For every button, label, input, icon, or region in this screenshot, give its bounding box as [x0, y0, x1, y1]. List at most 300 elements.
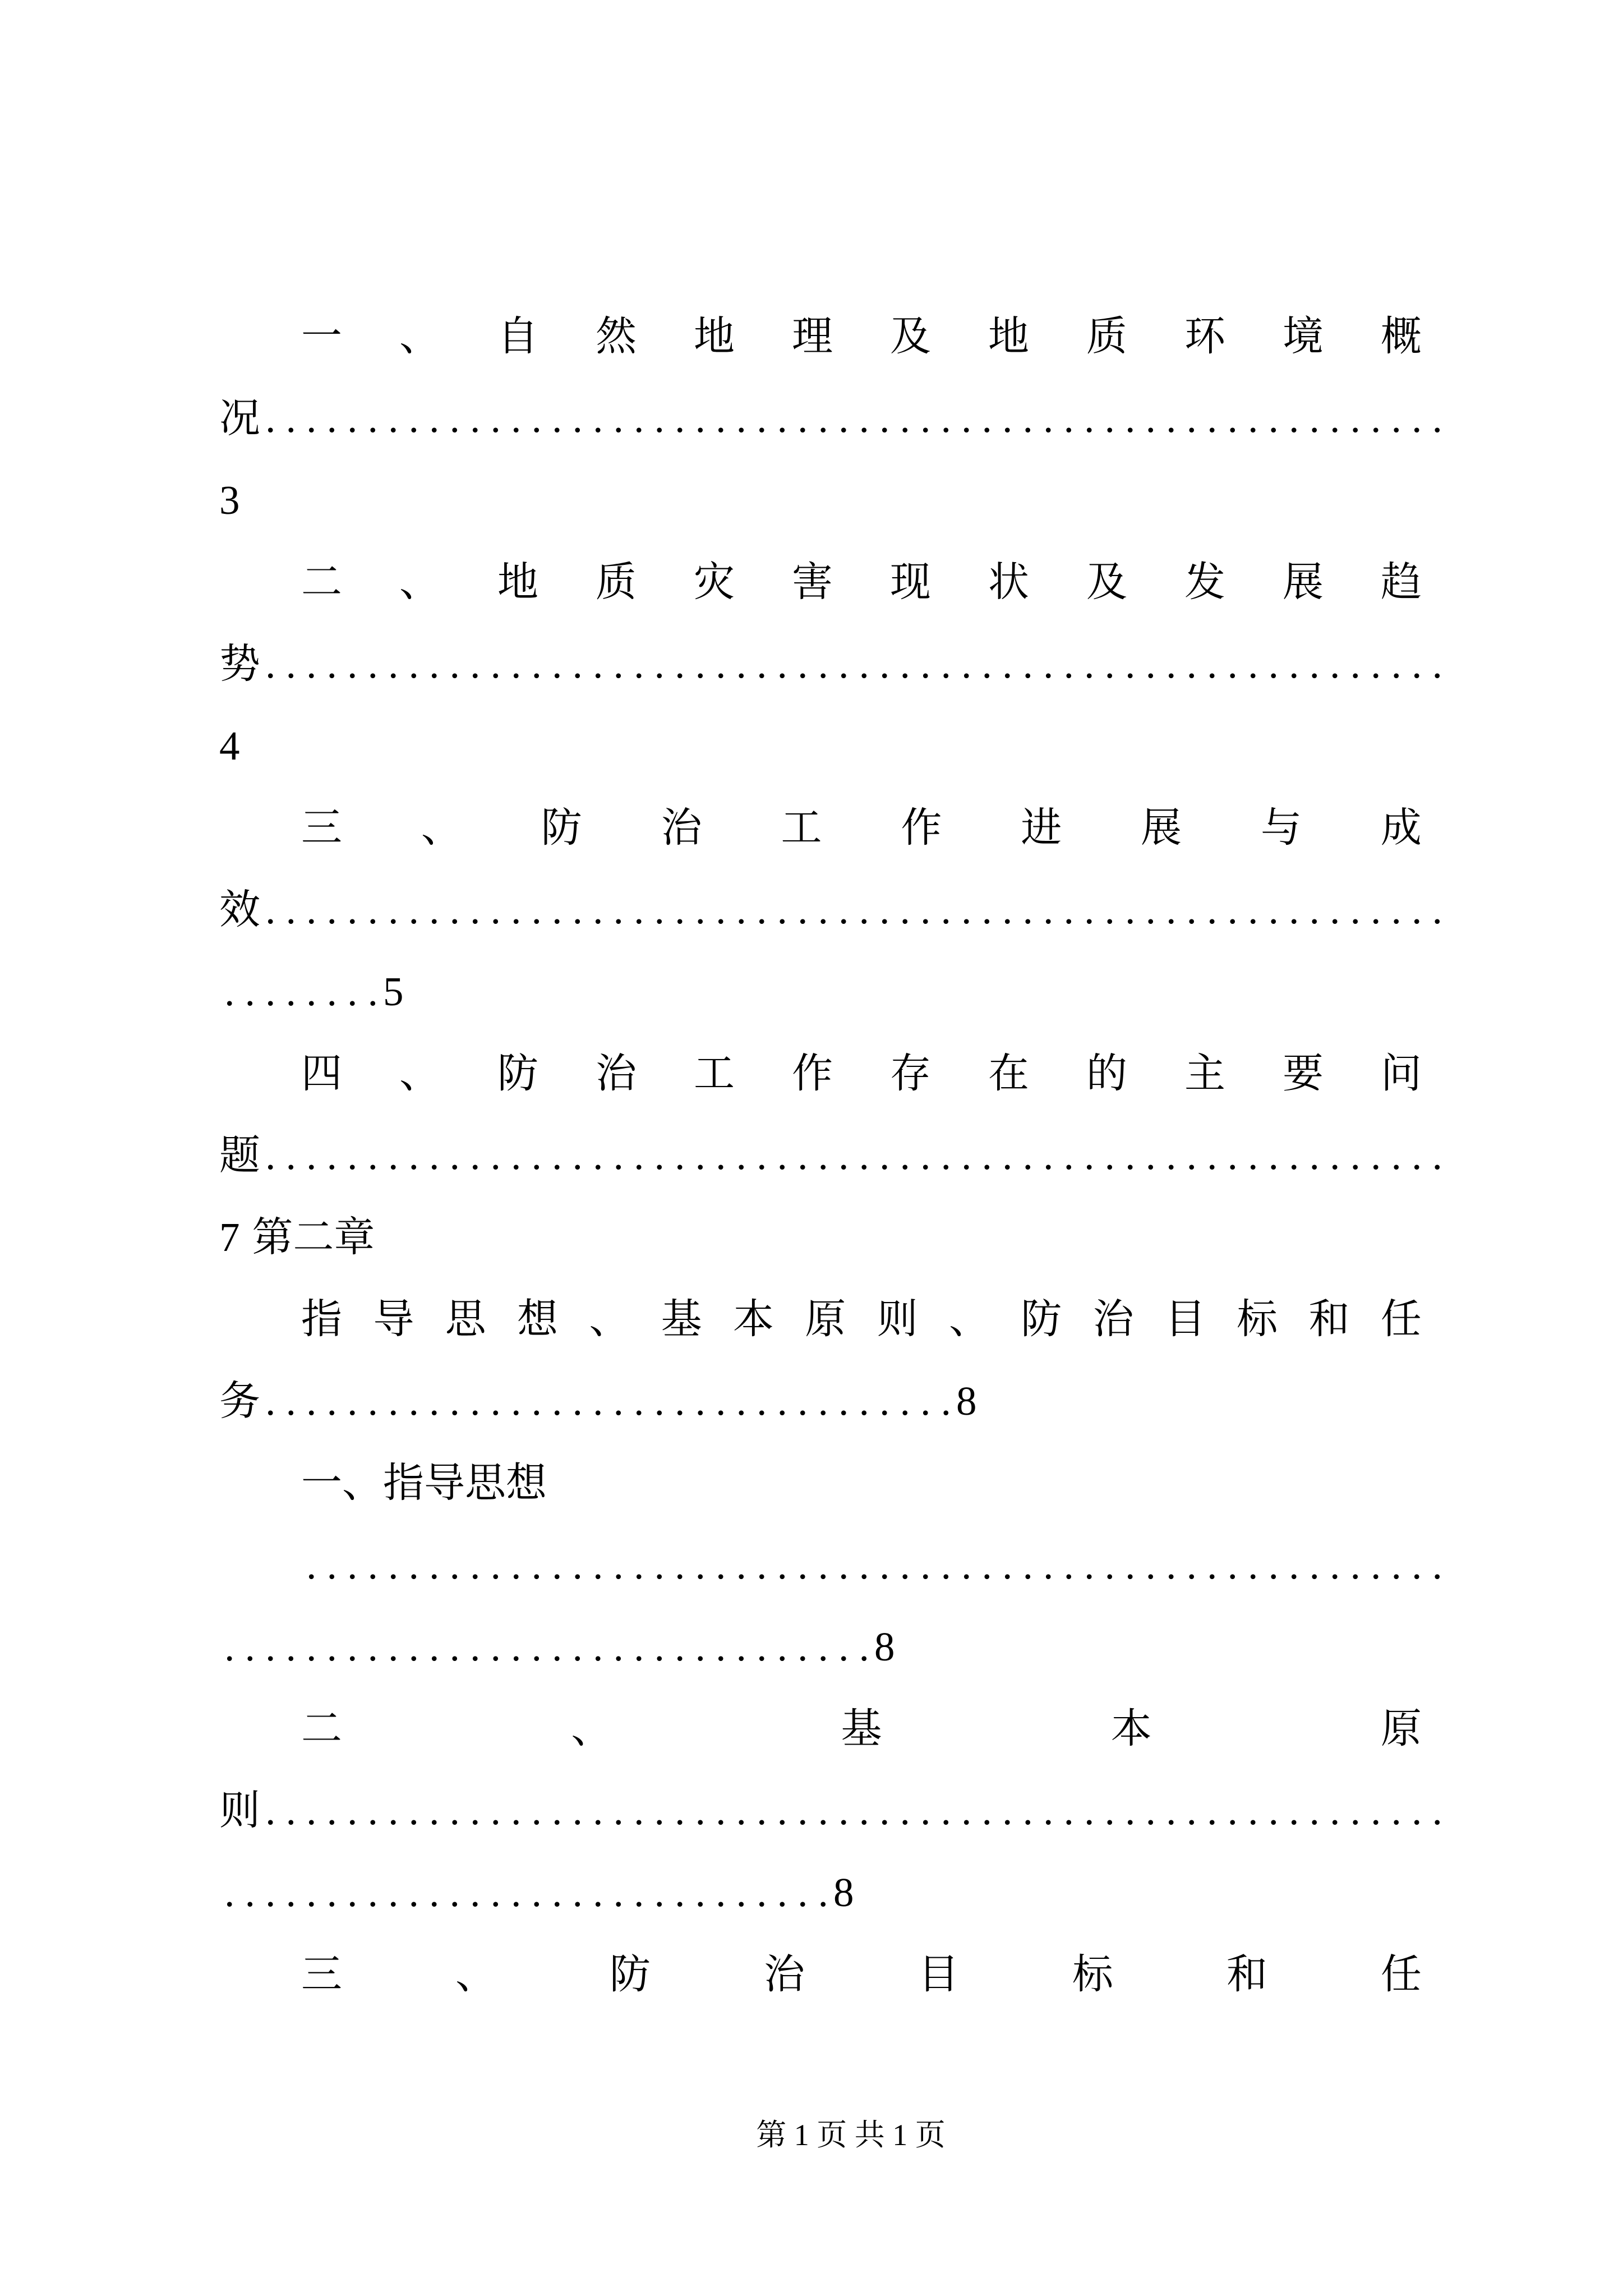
toc-char: .	[981, 1133, 992, 1178]
toc-char: .	[306, 1624, 317, 1669]
toc-char: .	[306, 1788, 317, 1833]
toc-char: .	[777, 1542, 787, 1588]
toc-char: 治	[596, 1051, 637, 1096]
toc-char: .	[265, 887, 276, 932]
toc-char: .	[736, 395, 746, 441]
toc-char: 要	[1283, 1051, 1324, 1096]
toc-char: 、	[455, 1952, 496, 1997]
toc-char: .	[593, 887, 603, 932]
toc-char: 发	[1184, 559, 1225, 605]
toc-char: .	[1289, 1542, 1299, 1588]
toc-char: 质	[1086, 314, 1127, 359]
toc-char: .	[531, 1542, 542, 1588]
toc-char: .	[859, 1378, 869, 1424]
toc-char: .	[593, 1542, 603, 1588]
toc-char: .	[347, 395, 358, 441]
toc-char: .	[326, 1624, 337, 1669]
toc-char: 二	[293, 1214, 334, 1260]
toc-char: .	[900, 887, 910, 932]
toc-char: .	[654, 1378, 665, 1424]
toc-leader-line	[219, 1606, 1447, 1688]
toc-char: .	[961, 1133, 972, 1178]
toc-char: .	[593, 1870, 603, 1915]
toc-char: .	[1350, 641, 1361, 687]
toc-char: .	[1186, 1542, 1197, 1588]
toc-char: 、	[399, 1051, 440, 1096]
toc-char: .	[634, 1542, 644, 1588]
toc-char: .	[695, 1542, 706, 1588]
toc-char: .	[285, 1788, 296, 1833]
toc-char: .	[552, 641, 562, 687]
toc-char: .	[1309, 395, 1320, 441]
toc-char: .	[900, 1378, 910, 1424]
toc-char: .	[552, 1624, 562, 1669]
toc-char: 治	[1092, 1296, 1134, 1342]
toc-char: 、	[399, 559, 440, 605]
toc-char: .	[1371, 1542, 1381, 1588]
toc-char: 、	[589, 1296, 630, 1342]
toc-char: .	[654, 1133, 665, 1178]
toc-char: .	[1104, 1133, 1115, 1178]
toc-char: .	[1309, 887, 1320, 932]
toc-char: .	[1330, 1788, 1340, 1833]
toc-char: .	[347, 1624, 358, 1669]
toc-char: .	[818, 1788, 828, 1833]
toc-char: .	[347, 1133, 358, 1178]
toc-page-number-line	[219, 459, 1447, 541]
toc-char: 成	[1380, 805, 1422, 850]
toc-char: 和	[1227, 1952, 1267, 1997]
toc-char: 目	[1164, 1296, 1206, 1342]
toc-char: .	[285, 887, 296, 932]
toc-char: 然	[596, 314, 637, 359]
toc-char: .	[429, 1870, 440, 1915]
toc-char: 境	[1283, 314, 1324, 359]
toc-char: .	[940, 1542, 951, 1588]
toc-char: 思	[445, 1296, 486, 1342]
toc-char: .	[306, 641, 317, 687]
toc-char: .	[511, 1624, 522, 1669]
toc-char: .	[1022, 1788, 1033, 1833]
toc-char: .	[408, 1870, 419, 1915]
toc-page-number-line	[219, 705, 1447, 787]
toc-char: 害	[792, 559, 833, 605]
toc-char: .	[859, 887, 869, 932]
toc-char: .	[654, 1624, 665, 1669]
toc-char: .	[490, 1378, 501, 1424]
toc-char: .	[224, 969, 235, 1014]
toc-char: .	[1145, 395, 1156, 441]
toc-char: 展	[1283, 559, 1324, 605]
toc-char: 务	[219, 1378, 260, 1424]
toc-char: .	[1432, 1133, 1442, 1178]
toc-char: .	[490, 1133, 501, 1178]
toc-char: .	[1207, 1788, 1218, 1833]
toc-leader-line	[219, 1360, 1447, 1442]
toc-char: .	[797, 1378, 808, 1424]
toc-char: .	[1207, 641, 1218, 687]
toc-char: .	[736, 641, 746, 687]
toc-leader-line	[219, 1852, 1447, 1934]
toc-char: .	[429, 1378, 440, 1424]
toc-char: 及	[890, 314, 931, 359]
toc-char: .	[1125, 1133, 1136, 1178]
toc-char: .	[347, 1870, 358, 1915]
toc-char: .	[654, 641, 665, 687]
toc-char: .	[1248, 1788, 1258, 1833]
toc-char: .	[716, 1624, 726, 1669]
toc-char: .	[511, 887, 522, 932]
toc-char: .	[838, 395, 849, 441]
toc-char: .	[1063, 1133, 1074, 1178]
toc-char: .	[490, 887, 501, 932]
toc-char: .	[367, 1542, 378, 1588]
toc-page-number-chapter-line	[219, 1197, 1447, 1278]
toc-char: 三	[301, 805, 342, 850]
toc-char: .	[388, 1542, 399, 1588]
toc-char: .	[736, 1542, 746, 1588]
toc-char: 二	[301, 559, 342, 605]
toc-char: .	[1166, 1133, 1177, 1178]
toc-char: .	[347, 969, 358, 1014]
toc-char: .	[367, 1133, 378, 1178]
toc-char: .	[900, 641, 910, 687]
toc-char: .	[1248, 395, 1258, 441]
toc-char: .	[511, 1378, 522, 1424]
toc-char: .	[940, 1788, 951, 1833]
toc-char: .	[777, 1624, 787, 1669]
toc-leader-line	[219, 869, 1447, 951]
toc-char: 主	[1184, 1051, 1225, 1096]
toc-char: .	[859, 1133, 869, 1178]
toc-char: 导	[373, 1296, 414, 1342]
toc-char: .	[1063, 887, 1074, 932]
toc-char: .	[940, 641, 951, 687]
toc-char: 在	[988, 1051, 1029, 1096]
toc-char: .	[306, 395, 317, 441]
toc-char: .	[634, 887, 644, 932]
toc-char: .	[285, 1378, 296, 1424]
toc-char: .	[572, 1870, 583, 1915]
toc-char: .	[961, 395, 972, 441]
toc-char: .	[572, 1542, 583, 1588]
toc-char: .	[408, 1624, 419, 1669]
toc-char: .	[1391, 1542, 1401, 1588]
toc-char: 原	[805, 1296, 846, 1342]
toc-char: .	[695, 641, 706, 687]
toc-char: 指	[383, 1460, 424, 1506]
toc-char: .	[981, 1788, 992, 1833]
toc-char: .	[1391, 395, 1401, 441]
toc-char: .	[716, 1378, 726, 1424]
toc-char: .	[1330, 395, 1340, 441]
toc-char: .	[736, 1870, 746, 1915]
toc-char: .	[1166, 641, 1177, 687]
toc-char: .	[1268, 1788, 1279, 1833]
toc-char: 及	[1086, 559, 1127, 605]
toc-char: .	[388, 1133, 399, 1178]
toc-char: .	[634, 1624, 644, 1669]
toc-char: .	[879, 1542, 890, 1588]
toc-char: .	[326, 1542, 337, 1588]
toc-char: .	[1186, 887, 1197, 932]
toc-char: .	[634, 1788, 644, 1833]
toc-char: .	[838, 1788, 849, 1833]
toc-char: .	[552, 1870, 562, 1915]
toc-char: 一	[301, 314, 342, 359]
toc-char: .	[367, 1870, 378, 1915]
toc-char: .	[675, 1624, 685, 1669]
toc-char: 自	[497, 314, 538, 359]
toc-char: .	[1125, 395, 1136, 441]
toc-char: .	[552, 1133, 562, 1178]
toc-char: .	[285, 641, 296, 687]
toc-char: .	[326, 1870, 337, 1915]
toc-char: 、	[421, 805, 462, 850]
toc-char: .	[470, 887, 481, 932]
toc-char: .	[306, 887, 317, 932]
toc-page-number-line	[219, 951, 1447, 1033]
toc-char: .	[1371, 1133, 1381, 1178]
toc-char: .	[716, 395, 726, 441]
toc-char: .	[1432, 1542, 1442, 1588]
toc-char: .	[838, 1542, 849, 1588]
toc-char: .	[388, 1788, 399, 1833]
toc-char: .	[675, 1133, 685, 1178]
toc-char: .	[1166, 1542, 1177, 1588]
toc-char: .	[1289, 1788, 1299, 1833]
toc-char: .	[757, 1542, 767, 1588]
toc-char: 治	[661, 805, 702, 850]
toc-char: .	[818, 1870, 828, 1915]
toc-char: 、	[342, 1460, 383, 1506]
toc-char: .	[675, 1870, 685, 1915]
toc-char: .	[920, 1788, 931, 1833]
toc-char: .	[326, 395, 337, 441]
toc-char: .	[306, 1378, 317, 1424]
toc-entry-title-line	[219, 1688, 1422, 1770]
toc-char: .	[1166, 395, 1177, 441]
toc-char: .	[429, 1542, 440, 1588]
toc-char: .	[1145, 1788, 1156, 1833]
toc-char: .	[572, 1133, 583, 1178]
toc-char: .	[736, 887, 746, 932]
toc-char: .	[1002, 887, 1013, 932]
toc-char: 想	[517, 1296, 558, 1342]
toc-char: .	[1289, 395, 1299, 441]
toc-char: .	[285, 969, 296, 1014]
toc-char: .	[1432, 1788, 1442, 1833]
toc-char: 展	[1141, 805, 1182, 850]
toc-char: .	[981, 887, 992, 932]
toc-char: 和	[1308, 1296, 1350, 1342]
toc-char: .	[757, 395, 767, 441]
toc-char: .	[1432, 887, 1442, 932]
toc-char: .	[1145, 887, 1156, 932]
toc-char: 防	[1021, 1296, 1062, 1342]
toc-char: .	[695, 1133, 706, 1178]
toc-char: .	[1371, 395, 1381, 441]
toc-char: .	[634, 1870, 644, 1915]
toc-char: .	[879, 1133, 890, 1178]
toc-char: .	[1412, 1788, 1422, 1833]
toc-char: .	[1125, 1788, 1136, 1833]
toc-char: 防	[541, 805, 582, 850]
toc-char: .	[531, 1133, 542, 1178]
toc-char: .	[1289, 641, 1299, 687]
toc-char: .	[1309, 1788, 1320, 1833]
toc-char: .	[879, 1788, 890, 1833]
toc-char: .	[838, 1378, 849, 1424]
toc-char: .	[1371, 641, 1381, 687]
toc-char: .	[859, 1624, 869, 1669]
toc-char: 5	[383, 969, 404, 1014]
toc-char: .	[777, 887, 787, 932]
toc-entry-title-line	[219, 1934, 1422, 2016]
toc-char: .	[879, 1378, 890, 1424]
toc-char: .	[716, 1542, 726, 1588]
toc-char: .	[1145, 641, 1156, 687]
toc-char: .	[265, 1624, 276, 1669]
toc-char: 基	[661, 1296, 702, 1342]
toc-char: 的	[1086, 1051, 1127, 1096]
toc-char: .	[920, 395, 931, 441]
toc-char: .	[388, 641, 399, 687]
toc-char: .	[429, 1624, 440, 1669]
toc-char: .	[695, 887, 706, 932]
toc-char: .	[285, 1870, 296, 1915]
toc-char: .	[736, 1378, 746, 1424]
toc-char: .	[818, 1378, 828, 1424]
toc-char: .	[552, 395, 562, 441]
toc-char: .	[470, 1870, 481, 1915]
toc-char: .	[449, 1542, 460, 1588]
toc-char: .	[1412, 887, 1422, 932]
toc-char: .	[716, 1788, 726, 1833]
toc-char: .	[613, 1133, 624, 1178]
toc-char: .	[961, 1788, 972, 1833]
toc-char: .	[940, 887, 951, 932]
toc-char: .	[777, 395, 787, 441]
toc-char: .	[265, 1870, 276, 1915]
toc-leader-line	[219, 623, 1447, 705]
toc-char: .	[879, 395, 890, 441]
toc-char: .	[265, 395, 276, 441]
toc-char: 防	[497, 1051, 538, 1096]
toc-char: .	[634, 641, 644, 687]
toc-char: .	[388, 395, 399, 441]
toc-char: .	[797, 1624, 808, 1669]
toc-char: .	[1268, 641, 1279, 687]
toc-char: .	[920, 641, 931, 687]
toc-char: 四	[301, 1051, 342, 1096]
toc-char: .	[1022, 1133, 1033, 1178]
toc-char: 现	[890, 559, 931, 605]
toc-char: .	[511, 641, 522, 687]
toc-char: .	[716, 1870, 726, 1915]
toc-char: .	[818, 641, 828, 687]
toc-char: 与	[1261, 805, 1302, 850]
toc-char: 理	[792, 314, 833, 359]
toc-char: .	[1227, 1788, 1238, 1833]
toc-char: .	[1125, 1542, 1136, 1588]
toc-char: .	[797, 1542, 808, 1588]
toc-char: .	[552, 1788, 562, 1833]
toc-char: .	[388, 1378, 399, 1424]
toc-char: .	[940, 1133, 951, 1178]
toc-char: .	[695, 1788, 706, 1833]
toc-char: .	[675, 1788, 685, 1833]
toc-char: .	[613, 641, 624, 687]
toc-char: .	[716, 1133, 726, 1178]
toc-char: .	[654, 1870, 665, 1915]
toc-char: .	[1268, 887, 1279, 932]
table-of-contents	[219, 296, 1447, 2016]
toc-char: 进	[1021, 805, 1062, 850]
toc-char: .	[490, 1870, 501, 1915]
toc-char: .	[388, 887, 399, 932]
toc-char: .	[1350, 887, 1361, 932]
toc-char: .	[449, 887, 460, 932]
toc-char: .	[470, 1788, 481, 1833]
toc-char: .	[306, 1133, 317, 1178]
toc-char: .	[1043, 1788, 1054, 1833]
toc-char: .	[1268, 1133, 1279, 1178]
toc-char: .	[675, 1542, 685, 1588]
toc-char: .	[961, 641, 972, 687]
toc-char: .	[613, 1542, 624, 1588]
toc-char: .	[367, 641, 378, 687]
toc-char: .	[1104, 887, 1115, 932]
toc-char: .	[347, 1542, 358, 1588]
toc-char: .	[1166, 1788, 1177, 1833]
toc-char: .	[531, 1624, 542, 1669]
toc-char: .	[245, 969, 255, 1014]
toc-char: .	[408, 1788, 419, 1833]
toc-char: .	[1084, 887, 1095, 932]
toc-char: 况	[219, 395, 260, 441]
toc-char: .	[1084, 1133, 1095, 1178]
toc-char: .	[367, 1378, 378, 1424]
toc-char: .	[593, 1378, 603, 1424]
toc-char: .	[429, 1788, 440, 1833]
toc-char: 任	[1381, 1952, 1422, 1997]
toc-char: .	[593, 1133, 603, 1178]
toc-char: 3	[219, 477, 240, 523]
toc-char: .	[449, 1378, 460, 1424]
toc-char: .	[695, 1624, 706, 1669]
toc-char: .	[1309, 1133, 1320, 1178]
toc-char: .	[654, 395, 665, 441]
toc-char: .	[1432, 395, 1442, 441]
toc-char: .	[1309, 1542, 1320, 1588]
toc-char: .	[593, 641, 603, 687]
toc-char: .	[900, 1542, 910, 1588]
toc-char: 地	[694, 314, 735, 359]
toc-char: .	[613, 395, 624, 441]
toc-char: .	[388, 1870, 399, 1915]
toc-char: .	[1268, 395, 1279, 441]
toc-char: 、	[399, 314, 440, 359]
toc-char: .	[1350, 1788, 1361, 1833]
toc-char: .	[224, 1624, 235, 1669]
toc-char: .	[367, 395, 378, 441]
toc-char: .	[388, 1624, 399, 1669]
toc-char: .	[613, 1378, 624, 1424]
toc-char: 三	[301, 1952, 342, 1997]
toc-char: 则	[877, 1296, 918, 1342]
toc-char: .	[367, 1624, 378, 1669]
